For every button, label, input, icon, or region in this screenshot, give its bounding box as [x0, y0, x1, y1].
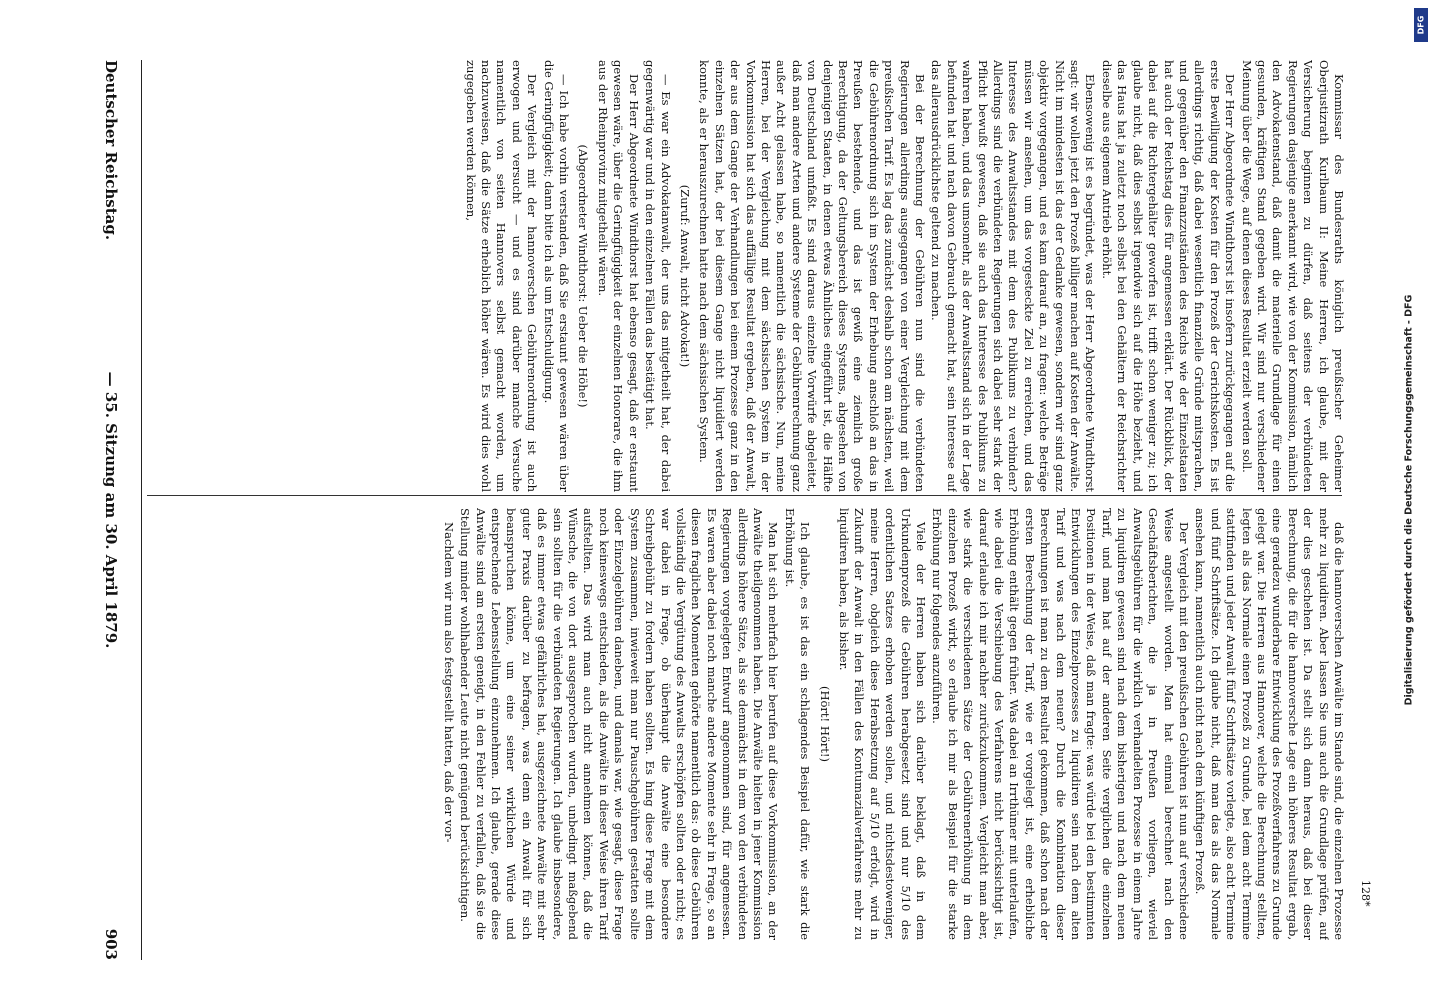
paragraph: Kommissar des Bundesraths königlich preußischer Geheimer Oberjustizrath Kurlbaum II: Meine Herren, ich glaube, mit der Versicherung beginnen zu dürfen, daß seitens der verbündeten Regierungen dasjenige anerkannt wird, wie von der Kommission, nämlich den Advokatenstand, daß damit die materielle Grundlage für einen gesunden, kräftigen Stand gegeben wird. Wir sind nur verschiedener Meinung über die Wege, auf denen dieses Resultat erzielt werden soll.: [1239, 60, 1346, 492]
paragraph: Ich glaube, es ist das ein schlagendes Beispiel dafür, wie stark die Erhöhung ist.: [782, 508, 813, 940]
dfg-logo-text: DFG: [1416, 15, 1426, 35]
digitization-note: [1392, 8, 1426, 992]
paragraph: — Es war ein Advokatanwalt, der uns das mitgetheilt hat, der dabei gegenwärtig war und in den einzelnen Fällen das bestätigt hat.: [643, 60, 673, 492]
header-rule: [141, 60, 142, 960]
paragraph: Man hat sich mehrfach hier berufen auf diese Vorkommission, an der Anwälte theilgenommen haben. Die Anwälte hielten in jener Kommission allerdings höhere Sätze, als sie demnächst in dem von den verbündeten Regierungen vorgelegten Entwurf angenommen sind, für angemessen. Es waren aber dabei noch manche andere Momente sehr in Frage, so an diesen fraglichen Momenten gehörte namentlich das: ob diese Gebühren vollständig die Vergütung des Anwalts erschöpfen sollten oder nicht; es war dabei in Frage, ob überhaupt die Anwälte eine besondere Schreibgebühr zu fordern haben sollten. Es hing diese Frage mit dem System zusammen, inwieweit man nur Pauschgebühren gestatten sollte oder Einzelgebühren daneben, und damals war, wie gesagt, diese Frage noch keineswegs entschieden, als die Anwälte in dieser Weise ihren Tarif aufstellten. Das wird man auch nicht annehmen können, daß die Wünsche, die von dort ausgesprochen wurden, unbedingt maßgebend sein sollten für die verbündeten Regierungen. Ich glaube insbesondere, daß es immer etwas gefährliches hat, ausgezeichnete Anwälte mit sehr guter Praxis darüber zu befragen, was denn ein Anwalt für sich beanspruchen könne, um eine seiner wirklichen Würde und entsprechende Lebensstellung einzunehmen. Ich glaube, gerade diese Anwälte sind am ersten geneigt, in den Fehler zu verfallen, daß sie die Stellung minder wohlhabender Leute nicht genügend berücksichtigen.: [458, 508, 781, 940]
paragraph: Der Herr Abgeordnete Windthorst hat ebenso gesagt, daß er erstaunt gewesen wäre, über die Geringfügigkeit der einzelnen Honorare, die ihm aus der Rheinprovinz mitgetheilt wären.: [595, 60, 641, 492]
paragraph: Nachdem wir nun also festgestellt hatten, daß der vor-: [441, 522, 456, 843]
right-column: [146, 508, 1346, 940]
dfg-logo: [1414, 8, 1428, 42]
page-number: 903: [102, 928, 120, 960]
page-header: [92, 60, 126, 960]
paragraph: Ebensowenig ist es begründet, was der Herr Abgeordnete Windthorst sagt: wir wollen jetzt den Prozeß billiger machen auf Kosten der Anwälte. Nicht im mindesten ist das der Gedanke gewesen, sondern wir sind ganz objektiv vorgegangen, und es kam darauf an, zu fragen: welche Beträge müssen wir ansehen, um das vorgesteckte Ziel zu erreichen, und das Interesse des Anwaltsstandes mit dem des Publikums zu verbinden? Allerdings sind die verbündeten Regierungen sich dabei sehr stark der Pflicht bewußt gewesen, daß sie auch das Interesse des Publikums zu wahren haben, und das umsomehr, als der Anwaltsstand sich in der Lage befunden hat und nach davon Gebrauch gemacht hat, sein Interesse auf das allerausdrücklichste geltend zu machen.: [929, 60, 1098, 492]
sheet-signature: 128*: [1359, 880, 1372, 907]
column-divider: [147, 495, 1342, 496]
interjection: (Hört! Hört!): [817, 685, 832, 762]
left-column: [146, 60, 1346, 492]
interjection: (Abgeordneter Windthorst: Ueber die Höhe!): [576, 144, 591, 408]
paragraph: Bei der Berechnung der Gebühren nun sind die verbündeten Regierungen allerdings ausgegangen von einer Vergleichung mit dem preußischen Tarif. Es lag das zunächst deshalb schon am nächsten, weil die Gebührenordnung sich im System der Erhebung anschloß an das in Preußen bestehende, und das ist gewiß eine ziemlich große Berechtigung, da der Geltungsbereich dieses Systems, abgesehen von denjenigen Staaten, in denen etwas Ähnliches eingeführt ist, die Hälfte von Deutschland umfaßt. Es sind daraus einzelne Vorwürfe abgeleitet, daß man andere Arten und andere Systeme der Gebührenrechnung ganz außer Acht gelassen habe, so namentlich die sächsische. Nun, meine Herren, bei der Vergleichung mit dem sächsischen System in der Vorkommission hat sich das auffällige Resultat ergeben, daß der Anwalt, der aus dem Gange der Verhandlungen bei einem Prozesse ganz in den einzelnen Sätzen hat, der bei diesem Gange nicht liquidiert werden konnte, als er herauszurechnen hatte nach dem sächsischen System.: [697, 60, 928, 492]
paragraph: — Ich habe vorhin verstanden, daß Sie erstaunt gewesen wären über die Geringfügigkeit; dann bitte ich als um Entschuldigung.: [541, 60, 572, 492]
running-title: Deutscher Reichstag.: [102, 60, 120, 241]
session-title: — 35. Sitzung am 30. April 1879.: [102, 371, 120, 649]
paragraph: Der Vergleich mit den preußischen Gebühren ist nun auf verschiedene Weise angestellt worden. Man hat einmal berechnet nach den Geschäftsberichten, die ja in Preußen vorliegen, wieviel Anwaltsgebühren für die wirklich verhandelten Prozesse in einem Jahre zu liquidiren gewesen sind nach dem bisherigen und nach dem neuen Tarif, und man hat auf der anderen Seite verglichen die einzelnen Positionen in der Weise, daß man fragte: was würde bei den bestimmten Entwicklungen des Einzelprozesses zu liquidiren sein nach dem alten Tarif und was nach dem neuen? Durch die Kombination dieser Berechnungen ist man zu dem Resultat gekommen, daß schon nach der ersten Berechnung der Tarif, wie er vorgelegt ist, eine erhebliche Erhöhung enthält gegen früher. Was dabei an Irrthümer mit unterlaufen, wie dabei die Verschiebung des Verfahrens nicht berücksichtigt ist, darauf erlaube ich mir nachher zurückzukommen. Vergleicht man aber, wie stark die verschiedenen Sätze der Gebührenerhöhung in dem einzelnen Prozeß wirkt, so erlaube ich mir als Beispiel für die starke Erhöhung nur folgendes anzuführen.: [930, 508, 1191, 940]
paragraph: daß die hannoverschen Anwälte im Stande sind, die einzelnen Prozesse mehr zu liquidiren. Aber lassen Sie uns auch die Grundlage prüfen, auf der dies geschehen ist. Da stellt sich dann heraus, daß bei dieser Berechnung, die für die hannoversche Lage ein höheres Resultat ergab, eine geradezu wunderbare Entwicklung des Prozeßverfahrens zu Grunde gelegt war. Die Herren aus Hannover, welche die Berechnung stellten, legten als das Normale einen Prozeß zu Grunde, bei dem acht Termine stattfinden und jeder Anwalt fünf Schriftsätze vorlegte, also acht Termine und fünf Schriftsätze. Ich glaube nicht, daß man das als das Normale ansehen kann, namentlich auch nicht nach dem künftigen Prozeß.: [1193, 508, 1346, 940]
paragraph: Der Herr Abgeordnete Windthorst ist insofern zurückgegangen auf die erste Bewilligung der Kosten für den Prozeß der Gerichtskosten. Es ist allerdings richtig, daß dabei wesentlich finanzielle Gründe mitsprachen, und gegenüber den Finanzzuständen des Reichs wie der Einzelstaaten hat auch der Reichstag dies für angemessen erklärt. Der Rückblick, der dabei auf die Richtergehälter geworfen ist, trifft schon weniger zu; ich glaube nicht, daß dies selbst irgendwie sich auf die Höhe bezieht, und das Haus hat ja zuletzt noch selbst bei den Gehältern der Reichsrichter dieselbe aus eigenem Antrieb erhöht.: [1099, 60, 1238, 492]
paragraph: Viele der Herren haben sich darüber beklagt, daß in dem Urkundenprozeß die Gebühren herabgesetzt sind und nur 5/10 des ordentlichen Satzes erhoben werden sollen, und nichtsdestoweniger, meine Herren, obgleich diese Herabsetzung auf 5/10 erfolgt, wird in Zukunft der Anwalt in den Fällen des Kontumazialverfahrens mehr zu liquidiren haben, als bisher.: [837, 508, 929, 940]
paragraph: Der Vergleich mit der hannoverschen Gebührenordnung ist auch erwogen und versucht — und es sind darüber manche Versuche namentlich von seiten Hannovers selbst gemacht worden, um nachzuweisen, daß die Sätze erheblich höher wären. Es wird dies wohl zugegeben werden können,: [463, 60, 540, 492]
digitization-note-text: Digitalisierung gefördert durch die Deutsche Forschungsgemeinschaft - DFG: [1403, 294, 1415, 706]
interjection: (Zuruf: Anwalt, nicht Advokat!): [677, 184, 692, 368]
